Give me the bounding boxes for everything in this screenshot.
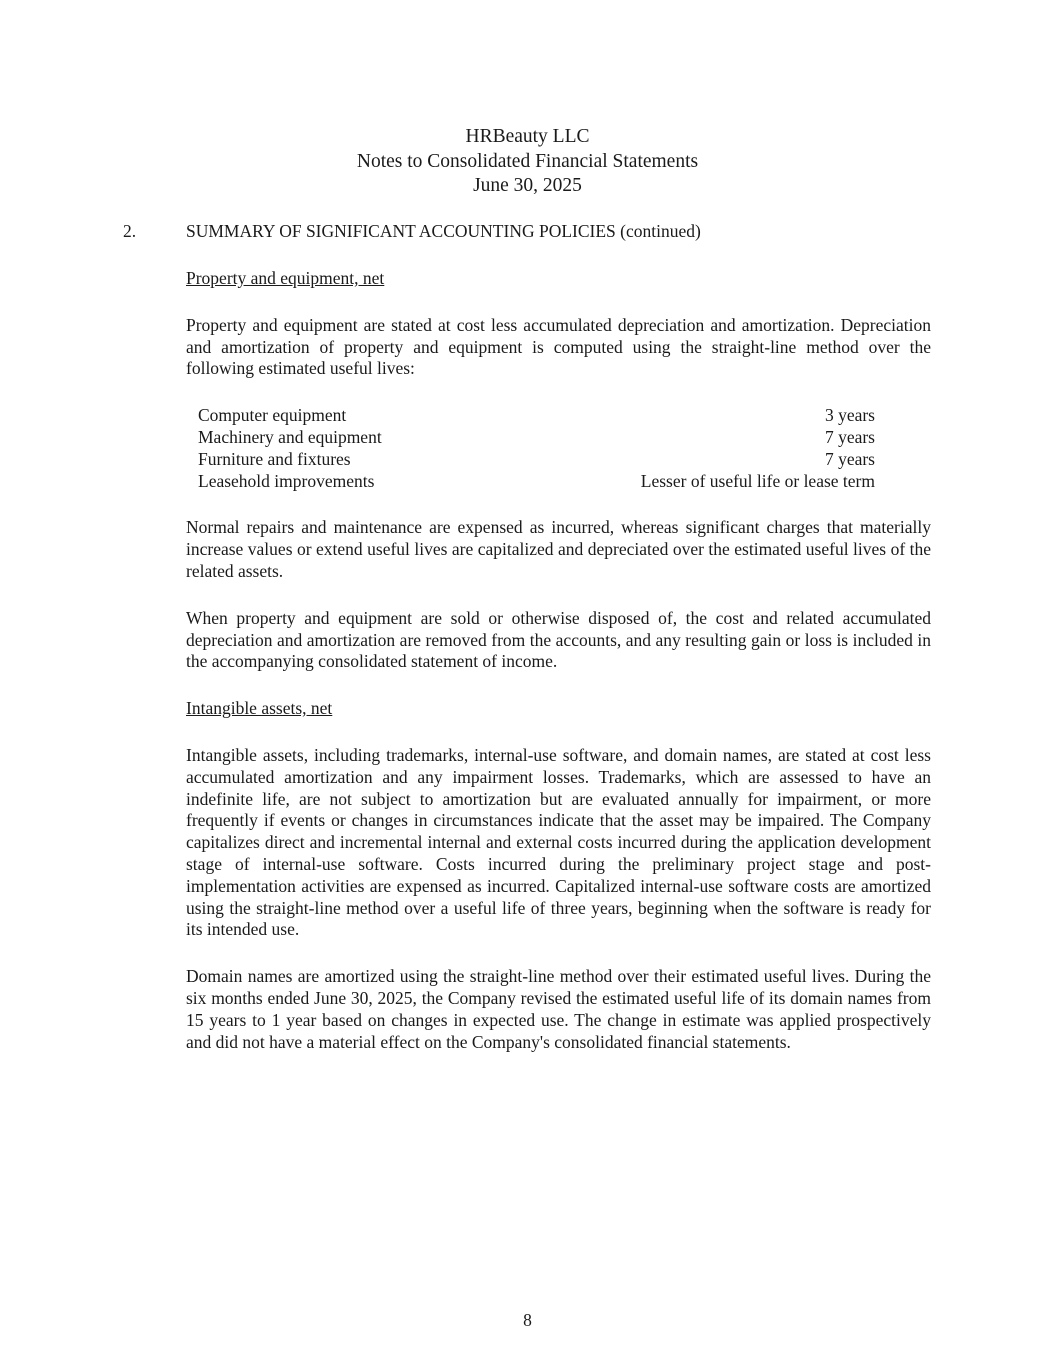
useful-lives-row <box>198 449 875 471</box>
asset-name: Furniture and fixtures <box>198 448 351 469</box>
asset-life: 7 years <box>824 448 875 469</box>
page-number: 8 <box>523 1310 532 1330</box>
useful-lives-row <box>198 427 875 449</box>
asset-life: Lesser of useful life or lease term <box>640 470 875 491</box>
repairs-paragraph: Normal repairs and maintenance are expensed as incurred, whereas significant charges that materially increase values or extend useful lives are capitalized and depreciated over the estimated useful lives of the related assets. <box>186 517 931 581</box>
company-name: HRBeauty LLC <box>465 126 590 147</box>
asset-name: Computer equipment <box>198 405 347 426</box>
asset-life: 7 years <box>824 426 875 447</box>
statement-title: Notes to Consolidated Financial Statements <box>356 150 699 172</box>
intangibles-paragraph-2: Domain names are amortized using the straight-line method over their estimated useful lives. During the six months ended June 30, 2025, the Company revised the estimated useful life of its domain names from 15 years to 1 year based on changes in expected use. The change in estimate was applied prospectively and did not have a material effect on the Company's consolidated financial statements. <box>186 966 931 1052</box>
useful-lives-row <box>198 405 875 427</box>
section-number: 2. <box>123 221 137 241</box>
property-intro-paragraph: Property and equipment are stated at cost less accumulated depreciation and amortization. Depreciation and amortization of property and equipment is computed using the straight-line method over the following estimated useful lives: <box>186 314 931 379</box>
asset-name: Leasehold improvements <box>198 470 375 491</box>
section-title: SUMMARY OF SIGNIFICANT ACCOUNTING POLICIES (continued) <box>186 221 701 241</box>
disposal-paragraph: When property and equipment are sold or otherwise disposed of, the cost and related accumulated depreciation and amortization are removed from the accounts, and any resulting gain or loss is included in the accompanying consolidated statement of income. <box>186 607 931 672</box>
intangibles-heading: Intangible assets, net <box>186 698 333 719</box>
document-header <box>0 125 1055 199</box>
useful-lives-row <box>198 471 875 493</box>
document-body <box>186 268 931 1078</box>
asset-life: 3 years <box>824 405 875 426</box>
property-heading: Property and equipment, net <box>186 268 385 288</box>
intangibles-paragraph-1: Intangible assets, including trademarks, internal-use software, and domain names, are stated at cost less accumulated amortization and any impairment losses. Trademarks, which are assessed to have an indefinite life, are not subject to amortization but are evaluated annually for impairment, or more frequently if events or changes in circumstances indicate that the asset may be impaired. The Company capitalizes direct and incremental internal and external costs incurred during the application development stage of internal-use software. Costs incurred during the preliminary project stage and post-implementation activities are expensed as incurred. Capitalized internal-use software costs are amortized using the straight-line method over a useful life of three years, beginning when the software is ready for its intended use. <box>186 744 931 940</box>
statement-date: June 30, 2025 <box>473 175 582 196</box>
asset-name: Machinery and equipment <box>198 426 382 447</box>
useful-lives-table <box>198 405 875 492</box>
